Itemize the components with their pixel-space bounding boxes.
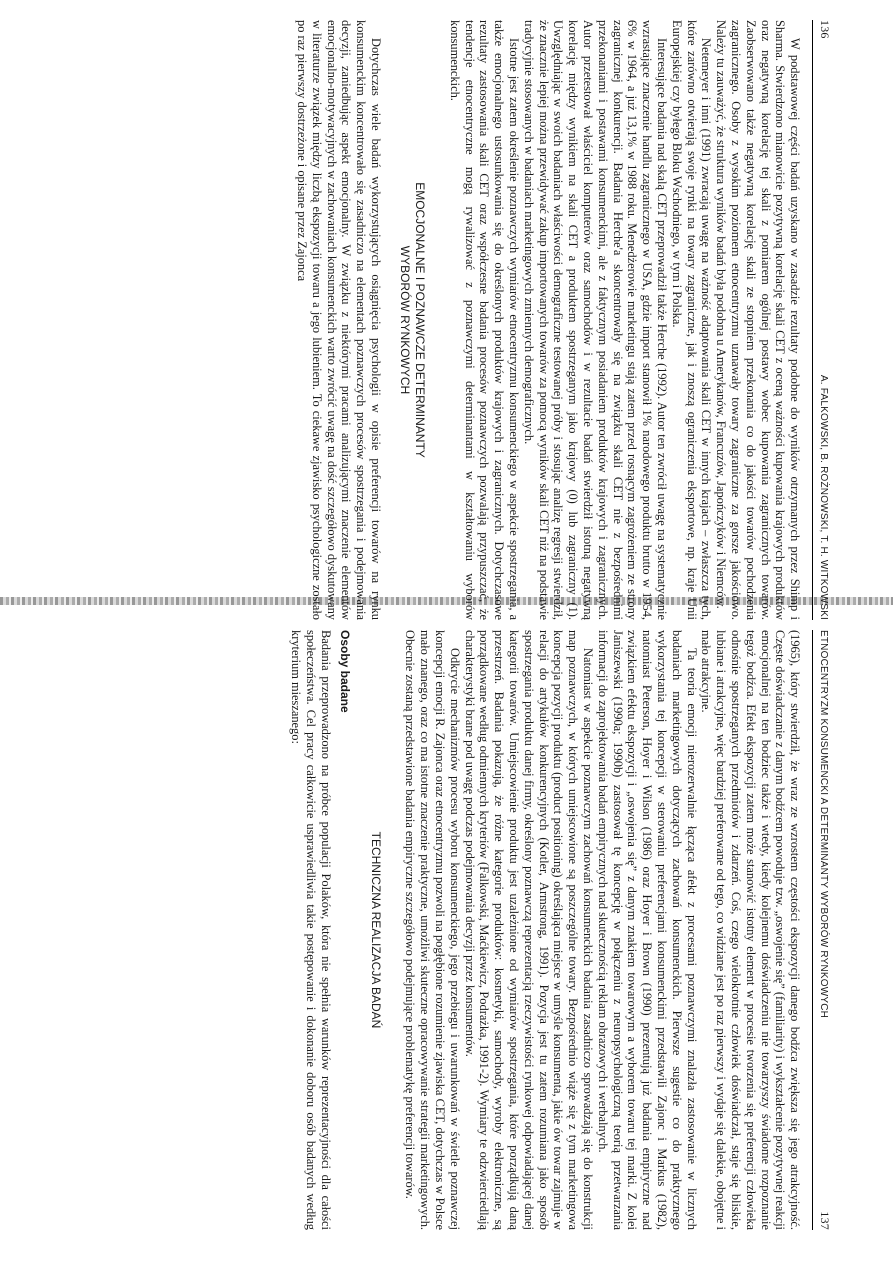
body-paragraph: (1965), który stwierdził, że wraz ze wzrostem częstości ekspozycji danego bodźca zwiększa się jego atrakcyjność. Częste doświadczanie z danym bodźcem powoduje tzw. „oswojenie się” (familiarity) i wykształcenie pozytywnej reakcji emocjonalnej na ten bodziec także i wtedy, kiedy kolejnemu doświadczeniu nie towarzyszy świadome rozpoznanie tegoż bodźca. Efekt ekspozycji zatem może stanowić istotny element w procesie tworzenia się preferencji człowieka odnośnie spostrzeganych przedmiotów i zdarzeń. Coś, czego wielokrotnie człowiek doświadczał, staje się bliskie, lubiane i atrakcyjne, więc bardziej preferowane od tego, co widziane jest po raz pierwszy i wydaje się dalekie, obojętne i mało atrakcyjne.: [699, 630, 803, 1230]
page-number: 136: [818, 20, 832, 39]
body-paragraph: Natomiast w aspekcie poznawczym zachowań konsumenckich badania zasadniczo sprowadzają się do konstrukcji map poznawczych, w których umiejscowione są poszczególne towary. Bezpośrednio wiąże się z tym marketingowa koncepcja pozycji produktu (product positioning) określająca miejsce w umyśle konsumenta, jakie ów towar zajmuje w relacji do artykułów konkurencyjnych (Kotler, Armstrong, 1991). Pozycja jest tu zatem rozumiana jako sposób spostrzegania produktu danej firmy, określony poznawczą reprezentacją rzeczywistości rynkowej odpowiadającej danej kategorii towarów. Umiejscowienie produktu jest uzależnione od wymiarów spostrzegania, które porządkują daną przestrzeń. Badania pokazują, że różne kategorie produktów: kosmetyki, samochody, wyroby elektroniczne, są porządkowane według odmiennych kryteriów (Falkowski, Maćkiewicz, Podrażka, 1991-2). Wymiary te odzwierciedlają charakterystyki brane pod uwagę podczas podejmowania decyzji przez konsumentów.: [462, 630, 596, 1230]
body-paragraph: Badania przeprowadzono na próbce populacji Polaków, która nie spełnia warunków reprezentacyjności dla całości społeczeństwa. Cel pracy całkowicie usprawiedliwia takie postępowanie i dokonanie doboru osób badanych według kryterium mieszanego:: [289, 630, 333, 1230]
section-title: TECHNICZNA REALIZACJA BADAŃ: [368, 831, 383, 1029]
body-paragraph: Interesujące badania nad skalą CET przeprowadził także Herche (1992). Autor ten zwrócił uwagę na systematycznie wzrastające znaczenie handlu zagranicznego w USA, gdzie import stanowił 1% narodowego produktu brutto w 1954, 6% w 1964, a już 13,1% w 1988 roku. Menedżerowie marketingu stają zatem przed rosnącym zagrożeniem ze strony zagranicznej konkurencji. Badania Herche'a skoncentrowały się na związku skali CET nie z bezpośrednimi przekonaniami i postawami konsumenckimi, ale z faktycznym posiadaniem produktów krajowych i zagranicznych. Autor przetestował właściciel komputerów oraz samochodów i w rezultacie badań stwierdził istotną negatywną korelację między wynikiem na skali CET a produktem spostrzeganym jako krajowy (0) lub zagraniczny (1). Uwzględniając w swoich badaniach właściwości demograficzne testowanej próby i stosując analizę regresji stwierdził, że znacznie lepiej można przewidywać zakup importowanych towarów za pomocą wyników skali CET niż na podstawie tradycyjnie stosowanych w badaniach marketingowych zmiennych demograficznych.: [521, 20, 670, 620]
running-head: [812, 630, 832, 1230]
page-number: 137: [818, 1211, 832, 1230]
running-head-authors: A. FALKOWSKI, B. ROŻNOWSKI, T. H. WITKOWSKI: [818, 374, 829, 620]
lower-page: [0, 630, 832, 1230]
section-title-line: EMOCJONALNE I POZNAWCZE DETERMINANTY: [413, 182, 428, 458]
section-title-line: WYBORÓW RYNKOWYCH: [398, 245, 413, 395]
subheading: Osoby badane: [337, 630, 352, 713]
section-title: [397, 20, 427, 620]
body-paragraph: Ta teoria emocji nierozerwalnie łącząca afekt z procesami poznawczymi znalazła zastosowanie w licznych badaniach marketingowych dotyczących zachowań konsumenckich. Pierwsze sugestie co do praktycznego wykorzystania tej koncepcji w sterowaniu preferencjami konsumenckimi przedstawili Zajonc i Markus (1982), natomiast Peterson, Hoyer i Wilson (1986) oraz Hoyer i Brown (1990) prezentują już badania empiryczne nad związkiem efektu ekspozycji i „oswojenia się” z danym znakiem towarowym a wyborem towaru tej marki. Z kolei Janiszewski (1990a; 1990b) zastosował tę koncepcję w połączeniu z neuropsychologiczną teorią przetwarzania informacji do zaprojektowania badań empirycznych nad skutecznością reklam obrazowych i werbalnych.: [595, 630, 699, 1230]
body-paragraph: Istotne jest zatem określenie poznawczych wymiarów etnocentryzmu konsumenckiego w aspekcie spostrzegania, a także emocjonalnego ustosunkowania się do określonych produktów krajowych i zagranicznych. Dotychczasowe rezultaty zastosowania skali CET oraz współczesne badania procesów poznawczych pozwalają przypuszczać, że tendencje etnocentryczne mogą rywalizować z poznawczymi determinantami w kształtowaniu wyborów konsumenckich.: [447, 20, 522, 620]
body-paragraph: Netemeyer i inni (1991) zwracają uwagę na ważność adaptowania skali CET w innych krajach – zwłaszcza tych, które zarówno otwierają swoje rynki na towary zagraniczne, jak i znoszą ograniczenia eksportowe, np. kraje Unii Europejskiej czy byłego Bloku Wschodniego, w tym i Polska.: [669, 20, 714, 620]
body-paragraph: Dotychczas wiele badań wykorzystujących osiągnięcia psychologii w opisie preferencji towarów na rynku konsumenckim koncentrowało się zasadniczo na elementach poznawczych procesów spostrzegania i podejmowania decyzji, zaniedbując aspekt emocjonalny. W związku z niektórymi pracami analizującymi znaczenie elementów emocjonalno-motywacyjnych w zachowaniach konsumenckich warto zwrócić uwagę na dość szczegółowo dyskutowany w literaturze związek między liczbą ekspozycji towaru a jego lubieniem. To ciekawe zjawisko psychologiczne zostało po raz pierwszy dostrzeżone i opisane przez Zajonca: [295, 20, 384, 620]
running-head: [812, 20, 832, 620]
upper-page: [0, 20, 832, 620]
body-paragraph: W podstawowej części badań uzyskano w zasadzie rezultaty podobne do wyników otrzymanych przez Shimp i Sharma. Stwierdzono mianowicie pozytywną korelację skali CET z oceną ważności kupowania krajowych produktów oraz negatywną korelację tej skali z pomiarem ogólnej postawy wobec kupowania zagranicznych towarów. Zaobserwowano także negatywną korelację skali ze stopniem przekonania co do jakości towarów pochodzenia zagranicznego. Osoby z wysokim poziomem etnocentryzmu uznawały towary zagraniczne za gorsze jakościowo. Należy tu zauważyć, że struktura wyników badań była podobna u Amerykanów, Francuzów, Japończyków i Niemców.: [714, 20, 803, 620]
running-head-title: ETNOCENTRYZM KONSUMENCKI A DETERMINANTY WYBORÓW RYNKOWYCH: [818, 630, 829, 1019]
body-paragraph: Odkrycie mechanizmów procesu wyboru konsumenckiego, jego przebiegu i uwarunkowań w świetle poznawczej koncepcji emocji R. Zajonca oraz etnocentryzmu pozwoli na pogłębione rozumienie zjawiska CET, dotychczas w Polsce mało znanego, oraz co ma istotne znaczenie praktyczne, umożliwi skuteczne opracowywanie strategii marketingowych. Obecnie zostaną przedstawione badania empiryczne szczegółowo podejmujące problematykę preferencji towarów.: [403, 630, 462, 1230]
